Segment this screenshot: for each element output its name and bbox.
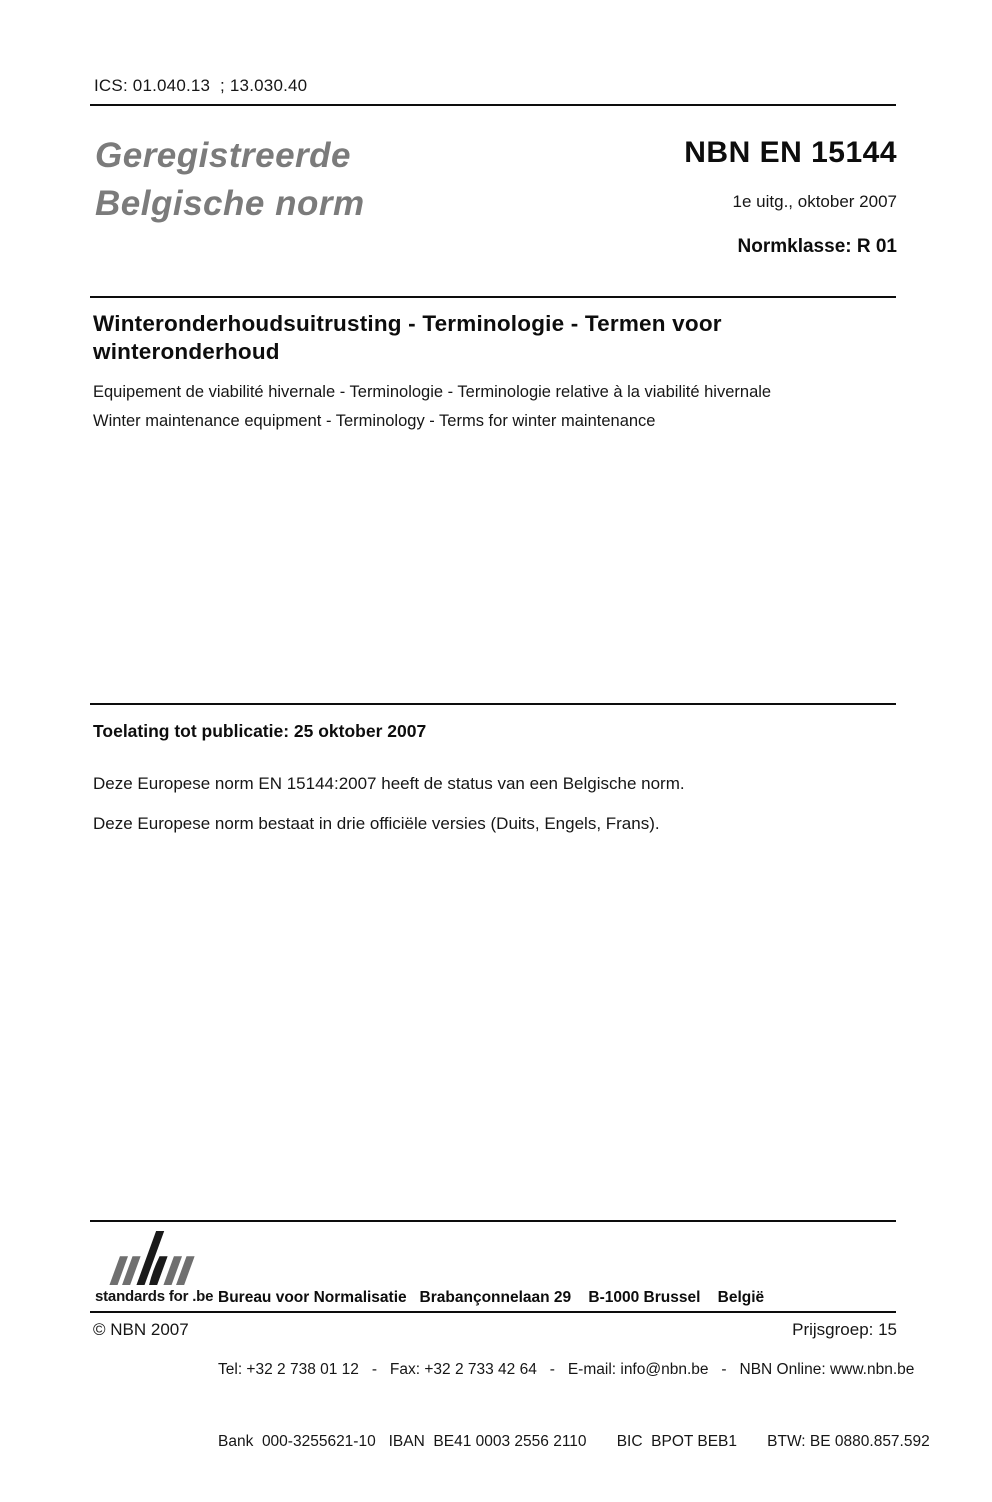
- nbn-logo-icon: [95, 1231, 210, 1285]
- logo-caption: standards for .be: [95, 1288, 214, 1305]
- norm-class: Normklasse: R 01: [737, 236, 897, 257]
- title-top-rule: [90, 296, 896, 298]
- copyright-notice: © NBN 2007: [93, 1320, 189, 1339]
- title-block: [93, 310, 833, 431]
- standard-number: NBN EN 15144: [684, 136, 897, 169]
- versions-statement: Deze Europese norm bestaat in drie officiële versies (Duits, Engels, Frans).: [93, 814, 660, 833]
- document-type-line2: Belgische norm: [95, 184, 365, 223]
- title-dutch: Winteronderhoudsuitrusting - Terminologie - Termen voor winteronderhoud: [93, 311, 722, 364]
- title-french: Equipement de viabilité hivernale - Terminologie - Terminologie relative à la viabilité hivernale: [93, 383, 772, 401]
- publisher-contact-line: Tel: +32 2 738 01 12 - Fax: +32 2 733 42 64 - E-mail: info@nbn.be - NBN Online: www.nbn.be: [218, 1361, 915, 1378]
- publisher-name-address: Bureau voor Normalisatie Brabançonnelaan 29 B-1000 Brussel België: [218, 1289, 765, 1306]
- document-identification: [684, 136, 897, 258]
- publisher-bank-line: Bank 000-3255621-10 IBAN BE41 0003 2556 2110 BIC BPOT BEB1 BTW: BE 0880.857.592: [218, 1433, 930, 1450]
- footer-top-rule: [90, 1220, 896, 1222]
- publication-approval: Toelating tot publicatie: 25 oktober 2007: [93, 721, 427, 741]
- status-statement: Deze Europese norm EN 15144:2007 heeft de status van een Belgische norm.: [93, 774, 685, 793]
- document-type-line1: Geregistreerde: [95, 136, 352, 175]
- publisher-address-block: [218, 1238, 930, 1502]
- footer-bottom-rule: [90, 1311, 896, 1313]
- nbn-logo: [95, 1231, 213, 1305]
- ics-classification: ICS: 01.040.13 ; 13.030.40: [94, 76, 308, 95]
- price-group: Prijsgroep: 15: [792, 1320, 897, 1339]
- document-type-heading: [95, 132, 365, 228]
- title-english: Winter maintenance equipment - Terminology - Terms for winter maintenance: [93, 412, 656, 430]
- approval-rule: [90, 703, 896, 705]
- header-rule: [90, 104, 896, 106]
- edition-date: 1e uitg., oktober 2007: [732, 192, 897, 211]
